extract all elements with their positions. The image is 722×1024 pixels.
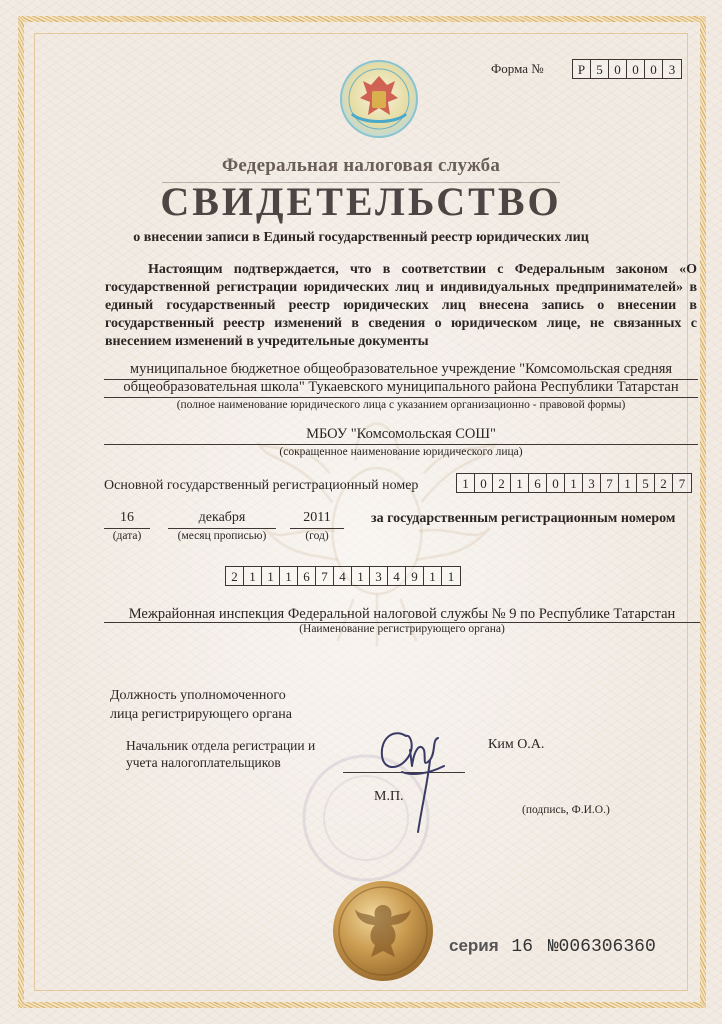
form-code-cell: 0 — [645, 60, 663, 78]
certificate-body — [105, 261, 697, 351]
date-day: 16 — [120, 510, 134, 525]
ogrn-digit: 5 — [637, 474, 655, 492]
grn-digit: 4 — [334, 567, 352, 585]
date-year: 2011 — [303, 510, 331, 525]
full-name-line-1-underline — [104, 379, 698, 380]
ogrn-digit: 2 — [493, 474, 511, 492]
ogrn-digit: 7 — [601, 474, 619, 492]
position-line-1: Начальник отдела регистрации и — [126, 738, 316, 753]
grn-digit: 9 — [406, 567, 424, 585]
form-number-label: Форма № — [491, 61, 544, 76]
date-month-caption: (месяц прописью) — [177, 530, 267, 542]
grn-digit: 2 — [226, 567, 244, 585]
registering-authority: Межрайонная инспекция Федеральной налоговой службы № 9 по Республике Татарстан — [128, 606, 676, 622]
grn-digit: 1 — [352, 567, 370, 585]
handwritten-signature-icon — [372, 720, 448, 838]
ogrn-digit: 2 — [655, 474, 673, 492]
ogrn-boxes — [456, 473, 692, 493]
series-code: 16 — [511, 937, 534, 957]
authorized-person-position — [126, 737, 315, 771]
ogrn-digit: 7 — [678, 475, 686, 491]
date-year-caption: (год) — [305, 530, 329, 542]
authorized-person-position-label — [110, 686, 292, 724]
organization-short-name: МБОУ "Комсомольская СОШ" — [306, 426, 496, 442]
ogrn-digit: 6 — [529, 474, 547, 492]
ogrn-label: Основной государственный регистрационный номер — [104, 478, 419, 493]
form-code-boxes — [572, 59, 682, 79]
form-code-cell: 0 — [627, 60, 645, 78]
serial-number: №006306360 — [547, 937, 656, 957]
date-day-caption: (дата) — [112, 530, 142, 542]
date-day-underline — [104, 528, 150, 529]
date-month-underline — [168, 528, 276, 529]
grn-digit: 6 — [298, 567, 316, 585]
date-year-underline — [290, 528, 344, 529]
series-label: серия — [449, 936, 499, 955]
signature-caption: (подпись, Ф.И.О.) — [522, 804, 610, 816]
ogrn-digit: 1 — [457, 474, 475, 492]
ogrn-digit: 1 — [511, 474, 529, 492]
form-code-cell: 0 — [609, 60, 627, 78]
ogrn-digit: 1 — [565, 474, 583, 492]
ogrn-digit: 1 — [619, 474, 637, 492]
grn-digit: 1 — [244, 567, 262, 585]
seal-place-label: М.П. — [374, 789, 404, 804]
organization-short-name-caption: (сокращенное наименование юридического лица) — [279, 446, 523, 458]
certificate-title: СВИДЕТЕЛЬСТВО — [160, 179, 562, 224]
blank-series-number — [449, 936, 656, 957]
certificate-body-paragraph: Настоящим подтверждается, что в соответствии с Федеральным законом «О государственной регистрации юридических лиц и индивидуальных предпринимателей» в единый государственный реестр юридических лиц внесена запись о внесении в государственный реестр изменений в сведения о юридическом лице, не связанных с внесением изменений в учредительные документы — [105, 262, 697, 349]
certificate-subtitle: о внесении записи в Единый государственный реестр юридических лиц — [133, 230, 589, 245]
form-code-cell: 3 — [668, 61, 676, 77]
form-code-cell: Р — [573, 60, 591, 78]
agency-name: Федеральная налоговая служба — [221, 155, 501, 176]
grn-digit: 1 — [424, 567, 442, 585]
ogrn-digit: 0 — [547, 474, 565, 492]
ogrn-digit: 3 — [583, 474, 601, 492]
organization-full-name-line-1: муниципальное бюджетное общеобразовательное учреждение "Комсомольская средняя — [129, 361, 673, 377]
fns-emblem-icon — [338, 58, 420, 140]
state-registration-number-boxes — [225, 566, 461, 586]
registering-authority-caption: (Наименование регистрирующего органа) — [299, 623, 505, 635]
grn-digit: 1 — [280, 567, 298, 585]
position-label-line-1: Должность уполномоченного — [110, 688, 286, 703]
registration-number-label: за государственным регистрационным номером — [371, 511, 676, 526]
organization-full-name-line-2: общеобразовательная школа" Тукаевского муниципального района Республики Татарстан — [123, 379, 679, 395]
full-name-line-2-underline — [104, 397, 698, 398]
form-code-cell: 5 — [591, 60, 609, 78]
grn-digit: 3 — [370, 567, 388, 585]
organization-full-name — [104, 360, 698, 396]
ogrn-digit: 0 — [475, 474, 493, 492]
gold-hologram-seal-icon — [331, 879, 435, 983]
date-month: декабря — [198, 510, 246, 525]
signatory-name: Ким О.А. — [488, 737, 545, 752]
grn-digit: 7 — [316, 567, 334, 585]
grn-digit: 4 — [388, 567, 406, 585]
position-line-2: учета налогоплательщиков — [126, 755, 281, 770]
organization-full-name-caption: (полное наименование юридического лица с указанием организационно - правовой формы) — [176, 399, 626, 411]
grn-digit: 1 — [262, 567, 280, 585]
grn-digit: 1 — [447, 568, 455, 584]
short-name-underline — [104, 444, 698, 445]
position-label-line-2: лица регистрирующего органа — [110, 707, 292, 722]
